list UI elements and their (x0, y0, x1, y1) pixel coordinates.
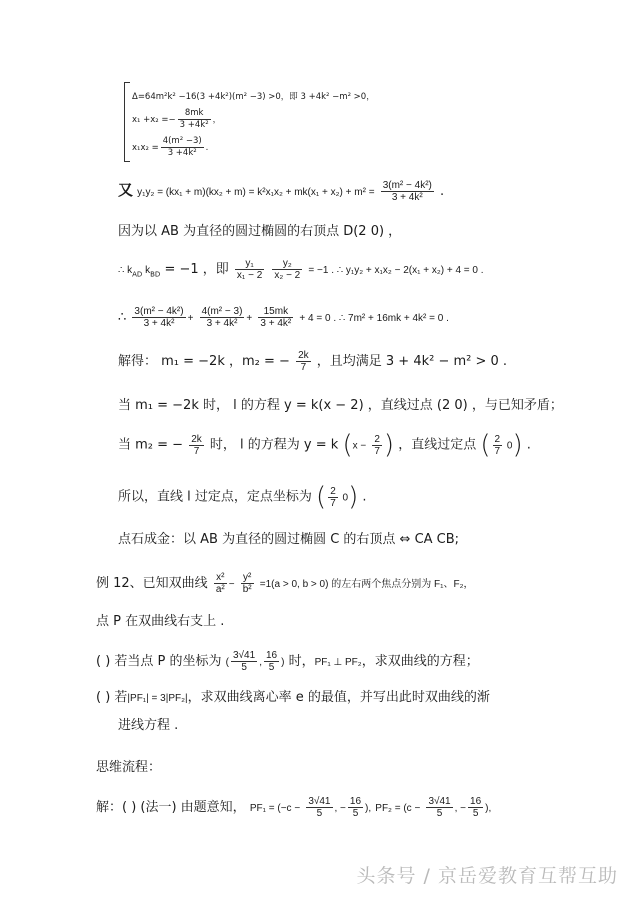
question1-line: ( ) 若当点 P 的坐标为 ( $\frac{3√41}{5}$ , $\frac{16}{5}$ ) 时，PF₁ ⊥ PF₂，求双曲线的方程； (96, 650, 479, 673)
question2-line: ( ) 若|PF₁| = 3|PF₂|，求双曲线离心率 e 的最值，并写出此时双曲线的渐 (96, 690, 490, 705)
sum-equation-line: ∴ $\frac{\text{3(m² − 4k²)}}{\text{3 + 4k²}}$ + $\frac{\text{4(m² − 3)}}{\text{3 + 4k²}}$ + $\frac{15mk}{\text{3 + 4k²}}$ + 4 = 0 . ∴ 7m² + 16mk + 4k² = 0 . (118, 306, 449, 329)
example12-line: 例 12、已知双曲线 $\frac{\text{x²}}{\text{a²}}$ − $\frac{\text{y²}}{\text{b²}}$ =1(a > 0, b > 0) 的左右两个焦点分别为 F₁、F₂， (96, 572, 474, 595)
yinwei-line: 因为以 AB 为直径的圆过椭圆的右顶点 D(2 0) ， (118, 224, 402, 239)
you-line: 又 y₁y₂ = (kx₁ + m)(kx₂ + m) = k²x₁x₂ + mk(x₁ + x₂) + m² = $\frac{\text{3(m² − 4k²)}}{\text{3 + 4k²}}$ . (118, 180, 445, 203)
system-brace (124, 82, 130, 162)
case2-line: 当 m₂ = − $\frac{2k}{7}$ 时， l 的方程为 y = k (x − $\frac{2}{7}$ ) ，直线过定点 ( $\frac{2}{7}$ 0) . (118, 430, 531, 460)
question2-cont-line: 进线方程 . (118, 718, 179, 733)
tip-line: 点石成金：以 AB 为直径的圆过椭圆 C 的右顶点 ⇔ CA CB; (118, 532, 460, 547)
solution-line: 解：( ) (法一) 由题意知， PF₁ = (−c − $\frac{3√41}{5}$ , − $\frac{16}{5}$ ), PF₂ = (c − $\frac{3√41}{5}$ , − $\frac{16}{5}$ ), (96, 796, 492, 819)
conclusion-line: 所以，直线 l 过定点，定点坐标为 ( $\frac{2}{7}$ 0) . (118, 482, 367, 512)
watermark: 头条号 / 京岳爱教育互帮互助 (356, 865, 618, 887)
delta-line: Δ=64m²k² −16(3 +4k²)(m² −3) >0，即 3 +4k² −m² >0， (132, 92, 375, 102)
jiede-line: 解得： m₁ = −2k ，m₂ = − $\frac{2k}{7}$ ，且均满足 3 + 4k² − m² > 0 . (118, 350, 508, 373)
sum-roots-line: x₁ +x₂ =− $\frac{8mk}{\text{3 +4k²}}$ ， (132, 108, 222, 130)
point-p-line: 点 P 在双曲线右支上 . (96, 614, 225, 629)
thinking-flow-line: 思维流程： (96, 760, 162, 775)
product-roots-line: x₁x₂ = $\frac{\text{4(m² −3)}}{\text{3 +4k²}}$ . (132, 136, 209, 158)
case1-line: 当 m₁ = −2k 时， l 的方程 y = k(x − 2) ，直线过点 (2 0) ，与已知矛盾； (118, 398, 563, 413)
slope-product-line: ∴ $k_{AD}$ $k_{BD} = -1$ ，即 $\frac{\text{y₁}}{\text{x₁ − 2}}$ $\frac{\text{y₂}}{\text{x₂ − 2}}$ = −1 . ∴ y₁y₂ + x₁x₂ − 2(x₁ + x₂) + 4 = 0 . (118, 258, 484, 281)
